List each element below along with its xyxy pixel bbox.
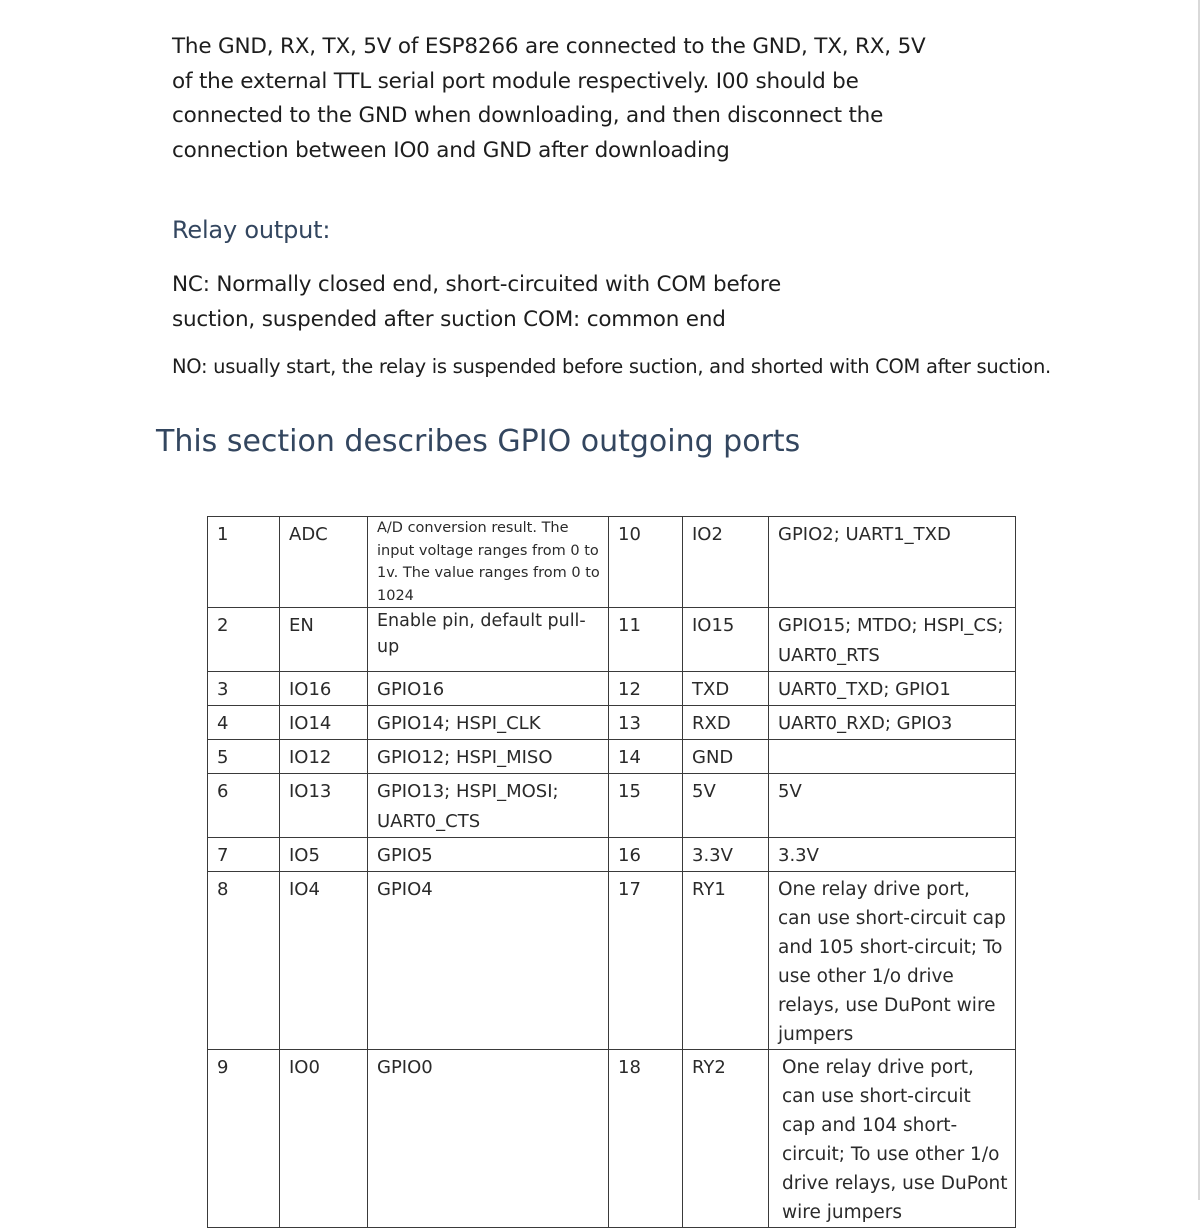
- pin-description: GPIO13; HSPI_MOSI; UART0_CTS: [368, 774, 609, 838]
- pin-description: One relay drive port, can use short-circuit cap and 104 short-circuit; To use other 1/o drive relays, use DuPont wire jumpers: [769, 1050, 1016, 1228]
- pin-description: GPIO16: [368, 672, 609, 706]
- pin-description: GPIO12; HSPI_MISO: [368, 740, 609, 774]
- pin-description: GPIO15; MTDO; HSPI_CS; UART0_RTS: [769, 608, 1016, 672]
- pin-name: IO13: [280, 774, 368, 838]
- pin-name: TXD: [683, 672, 769, 706]
- pin-number: 11: [609, 608, 683, 672]
- pin-number: 7: [208, 838, 280, 872]
- pin-number: 16: [609, 838, 683, 872]
- pin-description: 3.3V: [769, 838, 1016, 872]
- pin-name: ADC: [280, 517, 368, 608]
- pin-description: GPIO14; HSPI_CLK: [368, 706, 609, 740]
- pin-name: IO2: [683, 517, 769, 608]
- pin-name: RY1: [683, 872, 769, 1050]
- pin-number: 18: [609, 1050, 683, 1228]
- pin-name: IO14: [280, 706, 368, 740]
- table-row: [208, 672, 1016, 706]
- pin-description: Enable pin, default pull-up: [368, 608, 609, 672]
- table-row: [208, 774, 1016, 838]
- pin-description: GPIO4: [368, 872, 609, 1050]
- intro-line: connected to the GND when downloading, and then disconnect the: [172, 103, 884, 128]
- pin-name: GND: [683, 740, 769, 774]
- pin-name: 5V: [683, 774, 769, 838]
- pin-number: 10: [609, 517, 683, 608]
- relay-nc-description: [172, 268, 872, 337]
- pin-description: GPIO2; UART1_TXD: [769, 517, 1016, 608]
- pin-description: [769, 740, 1016, 774]
- pin-number: 2: [208, 608, 280, 672]
- pin-number: 12: [609, 672, 683, 706]
- pin-number: 1: [208, 517, 280, 608]
- table-row: [208, 838, 1016, 872]
- pin-description: GPIO5: [368, 838, 609, 872]
- pin-description: One relay drive port, can use short-circuit cap and 105 short-circuit; To use other 1/o drive relays, use DuPont wire jumpers: [769, 872, 1016, 1050]
- pin-number: 8: [208, 872, 280, 1050]
- pin-number: 14: [609, 740, 683, 774]
- table-row: [208, 706, 1016, 740]
- pin-name: IO0: [280, 1050, 368, 1228]
- gpio-pin-table: [207, 516, 1016, 1228]
- pin-number: 3: [208, 672, 280, 706]
- table-row: [208, 608, 1016, 672]
- pin-description: 5V: [769, 774, 1016, 838]
- pin-name: IO16: [280, 672, 368, 706]
- table-row: [208, 517, 1016, 608]
- pin-number: 13: [609, 706, 683, 740]
- pin-name: EN: [280, 608, 368, 672]
- table-row: [208, 740, 1016, 774]
- pin-name: IO4: [280, 872, 368, 1050]
- pin-number: 4: [208, 706, 280, 740]
- table-row: [208, 872, 1016, 1050]
- pin-name: IO12: [280, 740, 368, 774]
- pin-number: 9: [208, 1050, 280, 1228]
- pin-description: UART0_TXD; GPIO1: [769, 672, 1016, 706]
- table-row: [208, 1050, 1016, 1228]
- intro-paragraph: [172, 30, 932, 168]
- pin-number: 17: [609, 872, 683, 1050]
- pin-description: GPIO0: [368, 1050, 609, 1228]
- pin-name: IO15: [683, 608, 769, 672]
- pin-name: RY2: [683, 1050, 769, 1228]
- relay-nc-line: suction, suspended after suction COM: common end: [172, 306, 726, 332]
- pin-number: 15: [609, 774, 683, 838]
- pin-name: IO5: [280, 838, 368, 872]
- section-title: This section describes GPIO outgoing ports: [156, 424, 801, 459]
- relay-nc-line: NC: Normally closed end, short-circuited with COM before: [172, 272, 782, 297]
- intro-line: of the external TTL serial port module respectively. I00 should be: [172, 68, 859, 94]
- pin-name: 3.3V: [683, 838, 769, 872]
- intro-line: connection between IO0 and GND after downloading: [172, 137, 730, 163]
- pin-number: 5: [208, 740, 280, 774]
- pin-description: UART0_RXD; GPIO3: [769, 706, 1016, 740]
- intro-line: The GND, RX, TX, 5V of ESP8266 are connected to the GND, TX, RX, 5V: [172, 34, 926, 59]
- pin-name: RXD: [683, 706, 769, 740]
- pin-description: A/D conversion result. The input voltage ranges from 0 to 1v. The value ranges from 0 to 1024: [368, 517, 609, 608]
- pin-number: 6: [208, 774, 280, 838]
- relay-no-description: NO: usually start, the relay is suspended before suction, and shorted with COM after suction.: [172, 355, 1051, 378]
- relay-output-heading: Relay output:: [172, 216, 331, 244]
